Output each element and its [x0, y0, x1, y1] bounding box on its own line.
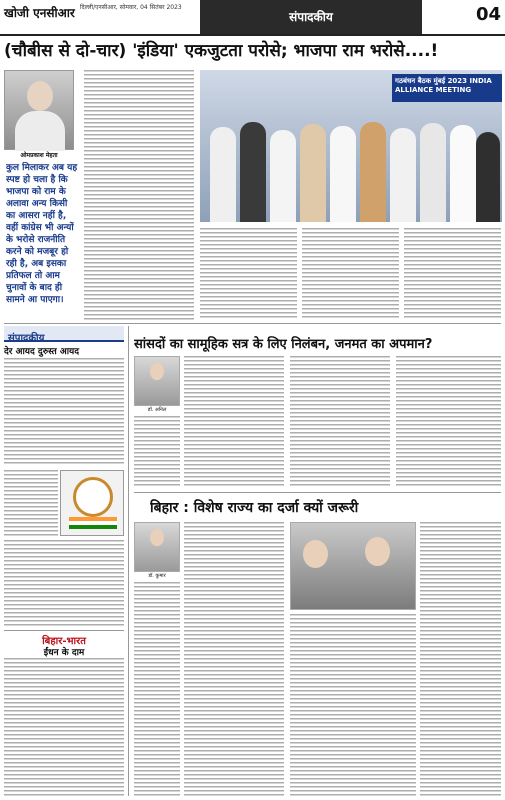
editorial-label-box: [4, 326, 124, 342]
third-body-2: [184, 522, 284, 796]
date-line: दिल्ली/एनसीआर, सोमवार, 04 सितंबर 2023: [80, 4, 182, 11]
second-body-2: [184, 356, 284, 486]
editorial-title: देर आयद दुरुस्त आयद: [4, 347, 80, 357]
masthead: [0, 0, 505, 36]
section-title: संपादकीय: [200, 0, 422, 34]
columnist-photo-a: [134, 356, 180, 406]
lead-body-col-3: [302, 228, 399, 320]
editorial-body-2: [4, 470, 58, 536]
editorial-body-3: [4, 540, 124, 626]
author-name: ओमप्रकाश मेहता: [20, 152, 58, 159]
divider: [4, 323, 501, 324]
divider-2: [134, 492, 501, 493]
lead-body-col-2: [200, 228, 297, 320]
columnist-caption-b: डॉ. कुमार: [148, 573, 166, 579]
parliament-emblem: [60, 470, 124, 536]
second-headline: सांसदों का सामूहिक सत्र के लिए निलंबन, जनमत का अपमान?: [134, 337, 433, 352]
editorial-label: संपादकीय: [8, 333, 45, 344]
third-body-3: [290, 614, 416, 796]
third-body-1: [134, 582, 180, 796]
column-rule: [128, 326, 129, 796]
newspaper-name: खोजी एनसीआर: [4, 6, 75, 20]
photo-banner: गठबंधन बैठक मुंबई 2023 INDIA ALLIANCE MEETING: [392, 74, 502, 102]
lower-left-subtitle: ईंधन के दाम: [43, 648, 85, 658]
lead-body-col-4: [404, 228, 501, 320]
second-body-1: [134, 416, 180, 486]
lead-photo: [200, 70, 502, 222]
author-photo: [4, 70, 74, 150]
editorial-body-1: [4, 358, 124, 466]
third-story-photo: [290, 522, 416, 610]
columnist-caption-a: डॉ. अनिल: [147, 407, 167, 413]
second-body-3: [290, 356, 390, 486]
lead-body-col-1: [84, 70, 194, 320]
pull-quote: कुल मिलाकर अब यह स्पष्ट हो चला है कि भाजपा को राम के अलावा अन्य किसी का आसरा नहीं है, वहीं कांग्रेस भी अन्यों के भरोसे राजनीति करने को मजबूर हो रही है, अब इसका प्रतिफल तो आम चुनावों के बाद ही सामने आ पाएगा।: [6, 163, 78, 305]
third-body-4: [420, 522, 501, 796]
lead-headline: (चौबीस से दो-चार) 'इंडिया' एकजुटता परोसे; भाजपा राम भरोसे....!: [4, 41, 439, 61]
page-number: 04: [475, 4, 501, 25]
third-headline: बिहार : विशेष राज्य का दर्जा क्यों जरूरी: [150, 500, 359, 516]
lower-left-body: [4, 658, 124, 796]
lower-left-title: बिहार-भारत: [4, 630, 124, 647]
columnist-photo-b: [134, 522, 180, 572]
second-body-4: [396, 356, 501, 486]
